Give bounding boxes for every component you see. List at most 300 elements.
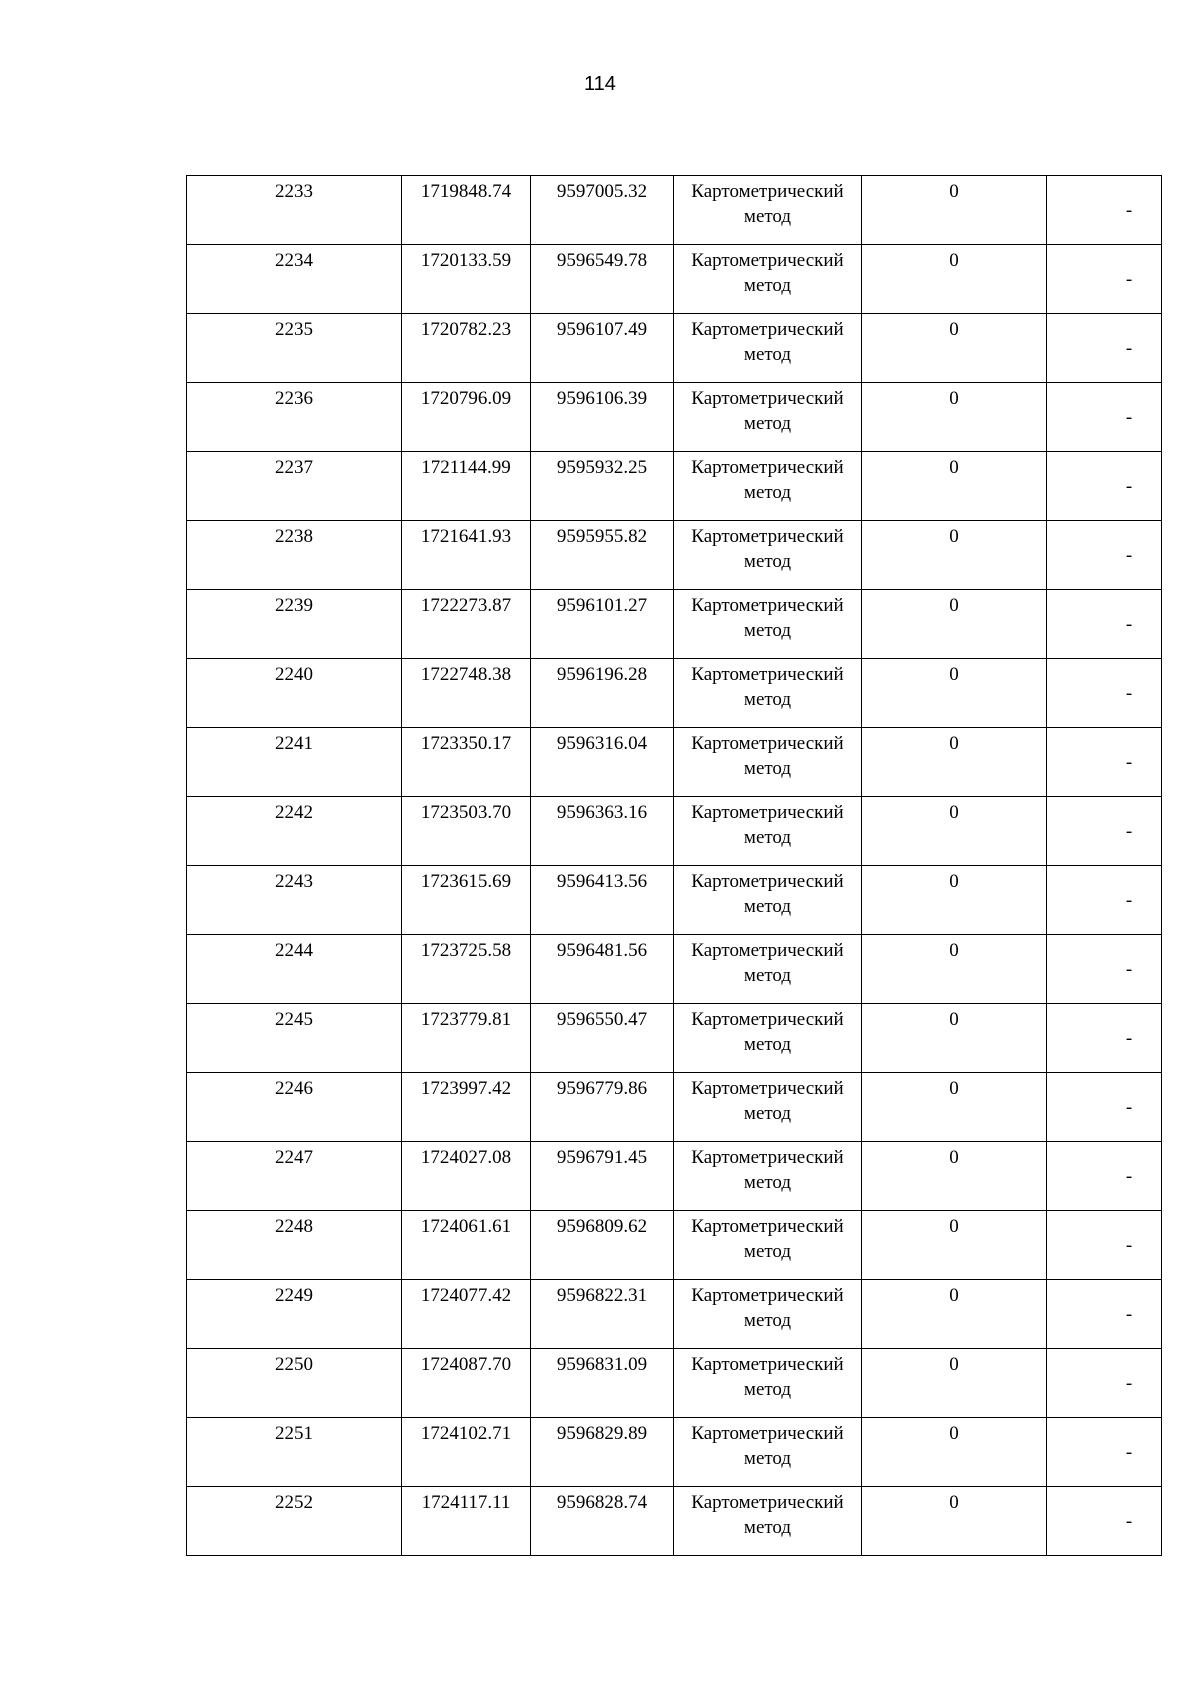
- method-cell: [674, 1142, 862, 1211]
- point-id: 2246: [275, 1078, 313, 1099]
- method-cell: [674, 521, 862, 590]
- table-row: [187, 935, 1162, 1004]
- method-line-1: Картометрический: [691, 1423, 844, 1444]
- method-text: [674, 521, 861, 574]
- error-value: 0: [949, 1354, 959, 1375]
- x-coordinate: 1720796.09: [420, 388, 512, 409]
- table-row: [187, 176, 1162, 245]
- y-coordinate-cell: [531, 245, 674, 314]
- error-value: 0: [949, 802, 959, 823]
- point-id: 2251: [275, 1423, 313, 1444]
- x-coordinate-cell: [402, 176, 531, 245]
- coordinates-table: [186, 175, 1162, 1556]
- x-coordinate: 1721641.93: [420, 526, 512, 547]
- y-coordinate-cell: [531, 590, 674, 659]
- note-cell: [1047, 1004, 1162, 1073]
- y-coordinate-cell: [531, 383, 674, 452]
- y-coordinate-cell: [531, 1004, 674, 1073]
- y-coordinate: 9596779.86: [556, 1078, 648, 1099]
- method-line-1: Картометрический: [691, 388, 844, 409]
- x-coordinate-cell: [402, 1349, 531, 1418]
- y-coordinate: 9596196.28: [556, 664, 648, 685]
- table-row: [187, 1487, 1162, 1556]
- x-coordinate: 1720782.23: [420, 319, 512, 340]
- y-coordinate-cell: [531, 1280, 674, 1349]
- x-coordinate: 1724077.42: [420, 1285, 512, 1306]
- method-line-1: Картометрический: [691, 1147, 844, 1168]
- method-text: [674, 1487, 861, 1540]
- method-line-2: метод: [743, 896, 792, 917]
- note-value: -: [1125, 199, 1133, 221]
- method-cell: [674, 245, 862, 314]
- method-line-2: метод: [743, 1379, 792, 1400]
- error-value: 0: [949, 1078, 959, 1099]
- point-id-cell: [187, 245, 402, 314]
- method-cell: [674, 866, 862, 935]
- point-id: 2234: [275, 250, 313, 271]
- x-coordinate: 1723779.81: [420, 1009, 512, 1030]
- y-coordinate-cell: [531, 1211, 674, 1280]
- method-line-2: метод: [743, 965, 792, 986]
- point-id-cell: [187, 452, 402, 521]
- y-coordinate: 9596828.74: [556, 1492, 648, 1513]
- point-id-cell: [187, 797, 402, 866]
- method-cell: [674, 728, 862, 797]
- error-value: 0: [949, 1147, 959, 1168]
- error-cell: [862, 1004, 1047, 1073]
- table-row: [187, 659, 1162, 728]
- x-coordinate: 1724027.08: [420, 1147, 512, 1168]
- y-coordinate: 9596363.16: [556, 802, 648, 823]
- error-value: 0: [949, 526, 959, 547]
- method-line-2: метод: [743, 413, 792, 434]
- coordinates-table-body: [187, 176, 1162, 1556]
- error-value: 0: [949, 181, 959, 202]
- note-cell: [1047, 797, 1162, 866]
- error-cell: [862, 866, 1047, 935]
- point-id-cell: [187, 935, 402, 1004]
- error-value: 0: [949, 250, 959, 271]
- y-coordinate-cell: [531, 659, 674, 728]
- method-line-1: Картометрический: [691, 1078, 844, 1099]
- method-line-1: Картометрический: [691, 940, 844, 961]
- error-cell: [862, 728, 1047, 797]
- point-id: 2245: [275, 1009, 313, 1030]
- y-coordinate: 9596101.27: [556, 595, 648, 616]
- error-cell: [862, 659, 1047, 728]
- method-text: [674, 659, 861, 712]
- note-cell: [1047, 1211, 1162, 1280]
- page-number: 114: [584, 73, 616, 95]
- y-coordinate-cell: [531, 935, 674, 1004]
- point-id: 2241: [275, 733, 313, 754]
- method-line-2: метод: [743, 1172, 792, 1193]
- note-cell: [1047, 935, 1162, 1004]
- x-coordinate-cell: [402, 590, 531, 659]
- y-coordinate: 9596550.47: [556, 1009, 648, 1030]
- note-cell: [1047, 383, 1162, 452]
- point-id: 2242: [275, 802, 313, 823]
- method-line-2: метод: [743, 827, 792, 848]
- table-row: [187, 1349, 1162, 1418]
- table-row: [187, 314, 1162, 383]
- table-row: [187, 1004, 1162, 1073]
- error-cell: [862, 935, 1047, 1004]
- x-coordinate-cell: [402, 1418, 531, 1487]
- error-value: 0: [949, 1285, 959, 1306]
- point-id: 2247: [275, 1147, 313, 1168]
- point-id: 2249: [275, 1285, 313, 1306]
- error-cell: [862, 521, 1047, 590]
- x-coordinate: 1723350.17: [420, 733, 512, 754]
- y-coordinate-cell: [531, 1142, 674, 1211]
- method-text: [674, 245, 861, 298]
- error-value: 0: [949, 319, 959, 340]
- y-coordinate-cell: [531, 176, 674, 245]
- y-coordinate-cell: [531, 797, 674, 866]
- point-id: 2235: [275, 319, 313, 340]
- error-cell: [862, 383, 1047, 452]
- y-coordinate-cell: [531, 1487, 674, 1556]
- y-coordinate-cell: [531, 728, 674, 797]
- note-cell: [1047, 728, 1162, 797]
- table-row: [187, 452, 1162, 521]
- x-coordinate-cell: [402, 1280, 531, 1349]
- x-coordinate: 1723615.69: [420, 871, 512, 892]
- method-cell: [674, 314, 862, 383]
- y-coordinate: 9596481.56: [556, 940, 648, 961]
- x-coordinate: 1723725.58: [420, 940, 512, 961]
- note-cell: [1047, 1487, 1162, 1556]
- x-coordinate-cell: [402, 452, 531, 521]
- method-cell: [674, 590, 862, 659]
- method-cell: [674, 176, 862, 245]
- method-cell: [674, 1349, 862, 1418]
- method-line-1: Картометрический: [691, 1009, 844, 1030]
- point-id-cell: [187, 1211, 402, 1280]
- method-cell: [674, 1280, 862, 1349]
- x-coordinate: 1721144.99: [421, 457, 511, 478]
- method-line-2: метод: [743, 1103, 792, 1124]
- y-coordinate: 9597005.32: [556, 181, 648, 202]
- x-coordinate: 1719848.74: [420, 181, 512, 202]
- y-coordinate: 9596809.62: [556, 1216, 648, 1237]
- table-row: [187, 590, 1162, 659]
- note-value: -: [1125, 958, 1133, 980]
- x-coordinate-cell: [402, 1004, 531, 1073]
- y-coordinate-cell: [531, 866, 674, 935]
- y-coordinate: 9596822.31: [556, 1285, 648, 1306]
- note-value: -: [1125, 544, 1133, 566]
- error-cell: [862, 245, 1047, 314]
- method-cell: [674, 1418, 862, 1487]
- point-id-cell: [187, 728, 402, 797]
- method-cell: [674, 452, 862, 521]
- error-cell: [862, 452, 1047, 521]
- table-row: [187, 521, 1162, 590]
- method-line-1: Картометрический: [691, 1216, 844, 1237]
- point-id: 2238: [275, 526, 313, 547]
- method-line-1: Картометрический: [691, 733, 844, 754]
- table-row: [187, 1142, 1162, 1211]
- note-cell: [1047, 1142, 1162, 1211]
- note-value: -: [1125, 1234, 1133, 1256]
- y-coordinate: 9595932.25: [556, 457, 648, 478]
- note-cell: [1047, 521, 1162, 590]
- error-cell: [862, 176, 1047, 245]
- method-line-1: Картометрический: [691, 250, 844, 271]
- note-value: -: [1125, 1027, 1133, 1049]
- note-cell: [1047, 866, 1162, 935]
- x-coordinate: 1720133.59: [420, 250, 512, 271]
- method-cell: [674, 1211, 862, 1280]
- y-coordinate-cell: [531, 1418, 674, 1487]
- y-coordinate-cell: [531, 1349, 674, 1418]
- point-id-cell: [187, 1142, 402, 1211]
- table-row: [187, 1418, 1162, 1487]
- note-value: -: [1125, 820, 1133, 842]
- note-value: -: [1125, 1441, 1133, 1463]
- note-value: -: [1125, 1510, 1133, 1532]
- note-cell: [1047, 1280, 1162, 1349]
- method-text: [674, 728, 861, 781]
- method-line-1: Картометрический: [691, 802, 844, 823]
- method-line-2: метод: [743, 689, 792, 710]
- note-cell: [1047, 1418, 1162, 1487]
- x-coordinate: 1722273.87: [420, 595, 512, 616]
- point-id-cell: [187, 1487, 402, 1556]
- note-value: -: [1125, 1096, 1133, 1118]
- x-coordinate: 1724087.70: [420, 1354, 512, 1375]
- point-id-cell: [187, 1073, 402, 1142]
- error-value: 0: [949, 940, 959, 961]
- method-line-1: Картометрический: [691, 319, 844, 340]
- method-text: [674, 1211, 861, 1264]
- error-cell: [862, 590, 1047, 659]
- table-row: [187, 1211, 1162, 1280]
- method-text: [674, 590, 861, 643]
- x-coordinate: 1724061.61: [420, 1216, 512, 1237]
- x-coordinate-cell: [402, 314, 531, 383]
- method-text: [674, 1418, 861, 1471]
- method-line-1: Картометрический: [691, 871, 844, 892]
- y-coordinate-cell: [531, 314, 674, 383]
- x-coordinate-cell: [402, 245, 531, 314]
- y-coordinate: 9596829.89: [556, 1423, 648, 1444]
- method-line-1: Картометрический: [691, 1492, 844, 1513]
- method-cell: [674, 383, 862, 452]
- note-value: -: [1125, 268, 1133, 290]
- method-line-1: Картометрический: [691, 664, 844, 685]
- point-id-cell: [187, 1349, 402, 1418]
- x-coordinate: 1723997.42: [420, 1078, 512, 1099]
- error-value: 0: [949, 457, 959, 478]
- table-row: [187, 1280, 1162, 1349]
- method-line-1: Картометрический: [691, 457, 844, 478]
- note-value: -: [1125, 1303, 1133, 1325]
- point-id-cell: [187, 383, 402, 452]
- y-coordinate: 9596413.56: [556, 871, 648, 892]
- method-cell: [674, 935, 862, 1004]
- method-text: [674, 1349, 861, 1402]
- note-value: -: [1125, 406, 1133, 428]
- method-cell: [674, 1073, 862, 1142]
- method-line-2: метод: [743, 551, 792, 572]
- error-cell: [862, 1211, 1047, 1280]
- x-coordinate-cell: [402, 1211, 531, 1280]
- y-coordinate: 9596107.49: [556, 319, 648, 340]
- x-coordinate-cell: [402, 1073, 531, 1142]
- note-cell: [1047, 590, 1162, 659]
- note-value: -: [1125, 475, 1133, 497]
- point-id-cell: [187, 1418, 402, 1487]
- error-cell: [862, 1487, 1047, 1556]
- method-cell: [674, 1487, 862, 1556]
- point-id: 2233: [275, 181, 313, 202]
- method-line-1: Картометрический: [691, 181, 844, 202]
- point-id-cell: [187, 659, 402, 728]
- error-cell: [862, 1142, 1047, 1211]
- method-line-2: метод: [743, 275, 792, 296]
- note-value: -: [1125, 1165, 1133, 1187]
- y-coordinate-cell: [531, 521, 674, 590]
- x-coordinate-cell: [402, 1142, 531, 1211]
- point-id: 2244: [275, 940, 313, 961]
- y-coordinate: 9596831.09: [556, 1354, 648, 1375]
- method-line-2: метод: [743, 1517, 792, 1538]
- method-text: [674, 1073, 861, 1126]
- point-id-cell: [187, 521, 402, 590]
- method-line-2: метод: [743, 1241, 792, 1262]
- table-row: [187, 728, 1162, 797]
- x-coordinate-cell: [402, 1487, 531, 1556]
- error-value: 0: [949, 733, 959, 754]
- method-text: [674, 1142, 861, 1195]
- note-cell: [1047, 176, 1162, 245]
- method-line-2: метод: [743, 1448, 792, 1469]
- point-id: 2243: [275, 871, 313, 892]
- point-id-cell: [187, 314, 402, 383]
- method-line-2: метод: [743, 482, 792, 503]
- note-value: -: [1125, 682, 1133, 704]
- table-row: [187, 797, 1162, 866]
- x-coordinate-cell: [402, 659, 531, 728]
- method-text: [674, 314, 861, 367]
- method-line-1: Картометрический: [691, 526, 844, 547]
- method-text: [674, 383, 861, 436]
- method-text: [674, 935, 861, 988]
- y-coordinate: 9596316.04: [556, 733, 648, 754]
- method-text: [674, 1004, 861, 1057]
- method-line-1: Картометрический: [691, 1354, 844, 1375]
- y-coordinate: 9595955.82: [556, 526, 648, 547]
- x-coordinate: 1724117.11: [421, 1492, 511, 1513]
- error-cell: [862, 1418, 1047, 1487]
- y-coordinate: 9596549.78: [556, 250, 648, 271]
- note-value: -: [1125, 613, 1133, 635]
- point-id: 2236: [275, 388, 313, 409]
- method-line-2: метод: [743, 1310, 792, 1331]
- x-coordinate-cell: [402, 866, 531, 935]
- method-line-1: Картометрический: [691, 1285, 844, 1306]
- y-coordinate-cell: [531, 452, 674, 521]
- note-value: -: [1125, 1372, 1133, 1394]
- point-id: 2240: [275, 664, 313, 685]
- error-value: 0: [949, 871, 959, 892]
- point-id: 2237: [275, 457, 313, 478]
- x-coordinate-cell: [402, 797, 531, 866]
- method-line-2: метод: [743, 758, 792, 779]
- x-coordinate-cell: [402, 728, 531, 797]
- error-value: 0: [949, 1216, 959, 1237]
- method-line-2: метод: [743, 206, 792, 227]
- table-row: [187, 245, 1162, 314]
- note-value: -: [1125, 751, 1133, 773]
- table-row: [187, 1073, 1162, 1142]
- note-cell: [1047, 245, 1162, 314]
- y-coordinate-cell: [531, 1073, 674, 1142]
- y-coordinate: 9596791.45: [556, 1147, 648, 1168]
- method-text: [674, 452, 861, 505]
- method-line-1: Картометрический: [691, 595, 844, 616]
- method-text: [674, 176, 861, 229]
- point-id-cell: [187, 176, 402, 245]
- note-cell: [1047, 314, 1162, 383]
- error-value: 0: [949, 1009, 959, 1030]
- note-value: -: [1125, 337, 1133, 359]
- error-cell: [862, 1349, 1047, 1418]
- method-text: [674, 797, 861, 850]
- method-text: [674, 1280, 861, 1333]
- note-cell: [1047, 659, 1162, 728]
- x-coordinate-cell: [402, 935, 531, 1004]
- method-cell: [674, 1004, 862, 1073]
- method-cell: [674, 659, 862, 728]
- point-id-cell: [187, 1004, 402, 1073]
- method-text: [674, 866, 861, 919]
- method-cell: [674, 797, 862, 866]
- note-value: -: [1125, 889, 1133, 911]
- point-id-cell: [187, 1280, 402, 1349]
- error-cell: [862, 1073, 1047, 1142]
- error-cell: [862, 1280, 1047, 1349]
- y-coordinate: 9596106.39: [556, 388, 648, 409]
- error-value: 0: [949, 1492, 959, 1513]
- point-id: 2248: [275, 1216, 313, 1237]
- x-coordinate: 1723503.70: [420, 802, 512, 823]
- x-coordinate: 1724102.71: [420, 1423, 512, 1444]
- error-value: 0: [949, 1423, 959, 1444]
- error-value: 0: [949, 388, 959, 409]
- x-coordinate-cell: [402, 521, 531, 590]
- error-value: 0: [949, 595, 959, 616]
- table-row: [187, 866, 1162, 935]
- note-cell: [1047, 452, 1162, 521]
- method-line-2: метод: [743, 620, 792, 641]
- note-cell: [1047, 1073, 1162, 1142]
- table-row: [187, 383, 1162, 452]
- point-id: 2250: [275, 1354, 313, 1375]
- point-id-cell: [187, 866, 402, 935]
- error-cell: [862, 314, 1047, 383]
- x-coordinate-cell: [402, 383, 531, 452]
- point-id: 2239: [275, 595, 313, 616]
- note-cell: [1047, 1349, 1162, 1418]
- x-coordinate: 1722748.38: [420, 664, 512, 685]
- method-line-2: метод: [743, 344, 792, 365]
- error-cell: [862, 797, 1047, 866]
- point-id-cell: [187, 590, 402, 659]
